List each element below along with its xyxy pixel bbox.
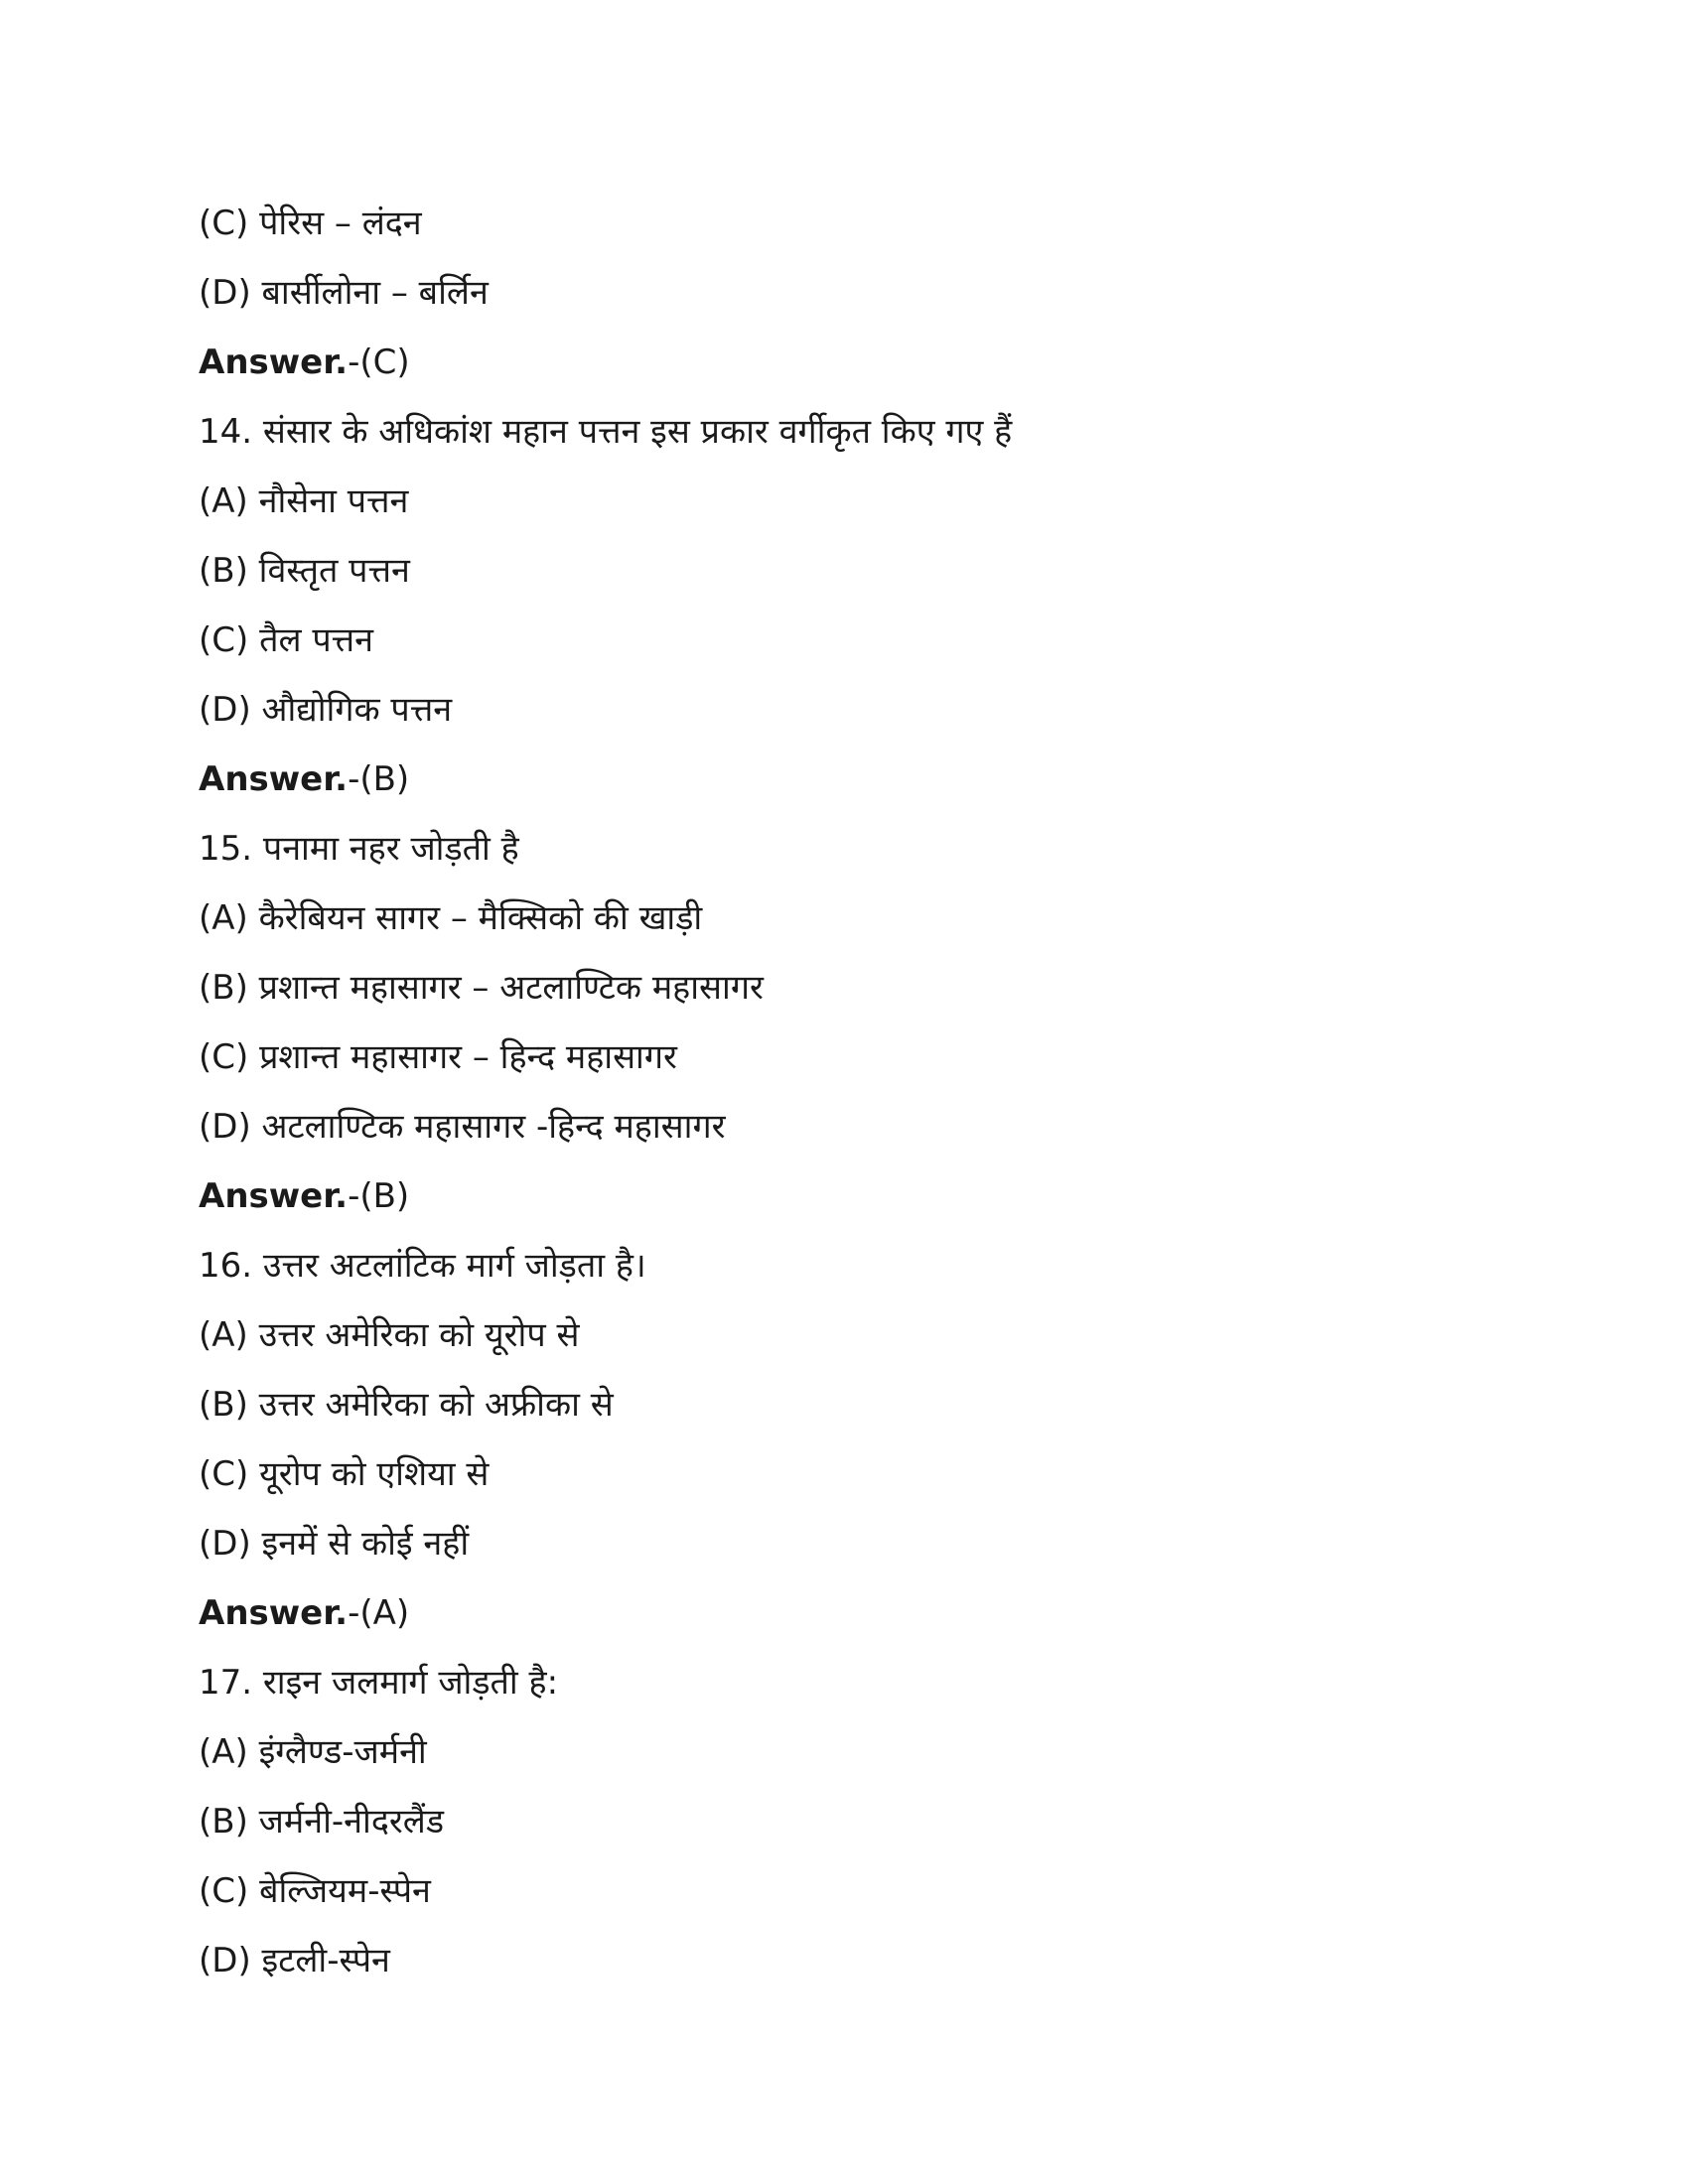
option-text: (A) नौसेना पत्तन — [199, 481, 409, 521]
document-page — [199, 189, 1489, 1995]
answer-label: Answer. — [199, 759, 349, 799]
option-text: (B) विस्तृत पत्तन — [199, 551, 410, 591]
option-text: (C) तैल पत्तन — [199, 620, 373, 660]
question-text: 14. संसार के अधिकांश महान पत्तन इस प्रकार वर्गीकृत किए गए हैं — [199, 412, 1013, 452]
option-text: (D) अटलाण्टिक महासागर -हिन्द महासागर — [199, 1107, 726, 1147]
option-text: (B) प्रशान्त महासागर – अटलाण्टिक महासागर — [199, 968, 764, 1008]
answer-line — [199, 328, 1489, 397]
answer-label: Answer. — [199, 1593, 349, 1633]
answer-value: -(C) — [348, 342, 410, 382]
question-text: 16. उत्तर अटलांटिक मार्ग जोड़ता है। — [199, 1246, 646, 1286]
option-text: (A) कैरेबियन सागर – मैक्सिको की खाड़ी — [199, 898, 703, 938]
answer-value: -(B) — [348, 759, 410, 799]
answer-line — [199, 1578, 1489, 1648]
option-text: (C) यूरोप को एशिया से — [199, 1454, 490, 1494]
option-text: (C) प्रशान्त महासागर – हिन्द महासागर — [199, 1037, 677, 1077]
option-text: (D) इनमें से कोई नहीं — [199, 1524, 470, 1564]
option-text: (B) उत्तर अमेरिका को अफ्रीका से — [199, 1385, 614, 1425]
answer-value: -(A) — [348, 1593, 410, 1633]
answer-line — [199, 745, 1489, 814]
option-text: (B) जर्मनी-नीदरलैंड — [199, 1802, 445, 1842]
question-text: 17. राइन जलमार्ग जोड़ती है: — [199, 1663, 559, 1703]
answer-line — [199, 1161, 1489, 1231]
option-text: (C) पेरिस – लंदन — [199, 204, 422, 243]
option-text: (A) उत्तर अमेरिका को यूरोप से — [199, 1315, 580, 1355]
answer-value: -(B) — [348, 1176, 410, 1216]
option-text: (C) बेल्जियम-स्पेन — [199, 1871, 431, 1911]
answer-label: Answer. — [199, 1176, 349, 1216]
option-text: (D) बार्सीलोना – बर्लिन — [199, 273, 489, 313]
answer-label: Answer. — [199, 342, 349, 382]
option-text: (D) इटली-स्पेन — [199, 1941, 390, 1980]
question-text: 15. पनामा नहर जोड़ती है — [199, 829, 519, 869]
option-text: (D) औद्योगिक पत्तन — [199, 690, 453, 730]
option-text: (A) इंग्लैण्ड-जर्मनी — [199, 1732, 427, 1772]
